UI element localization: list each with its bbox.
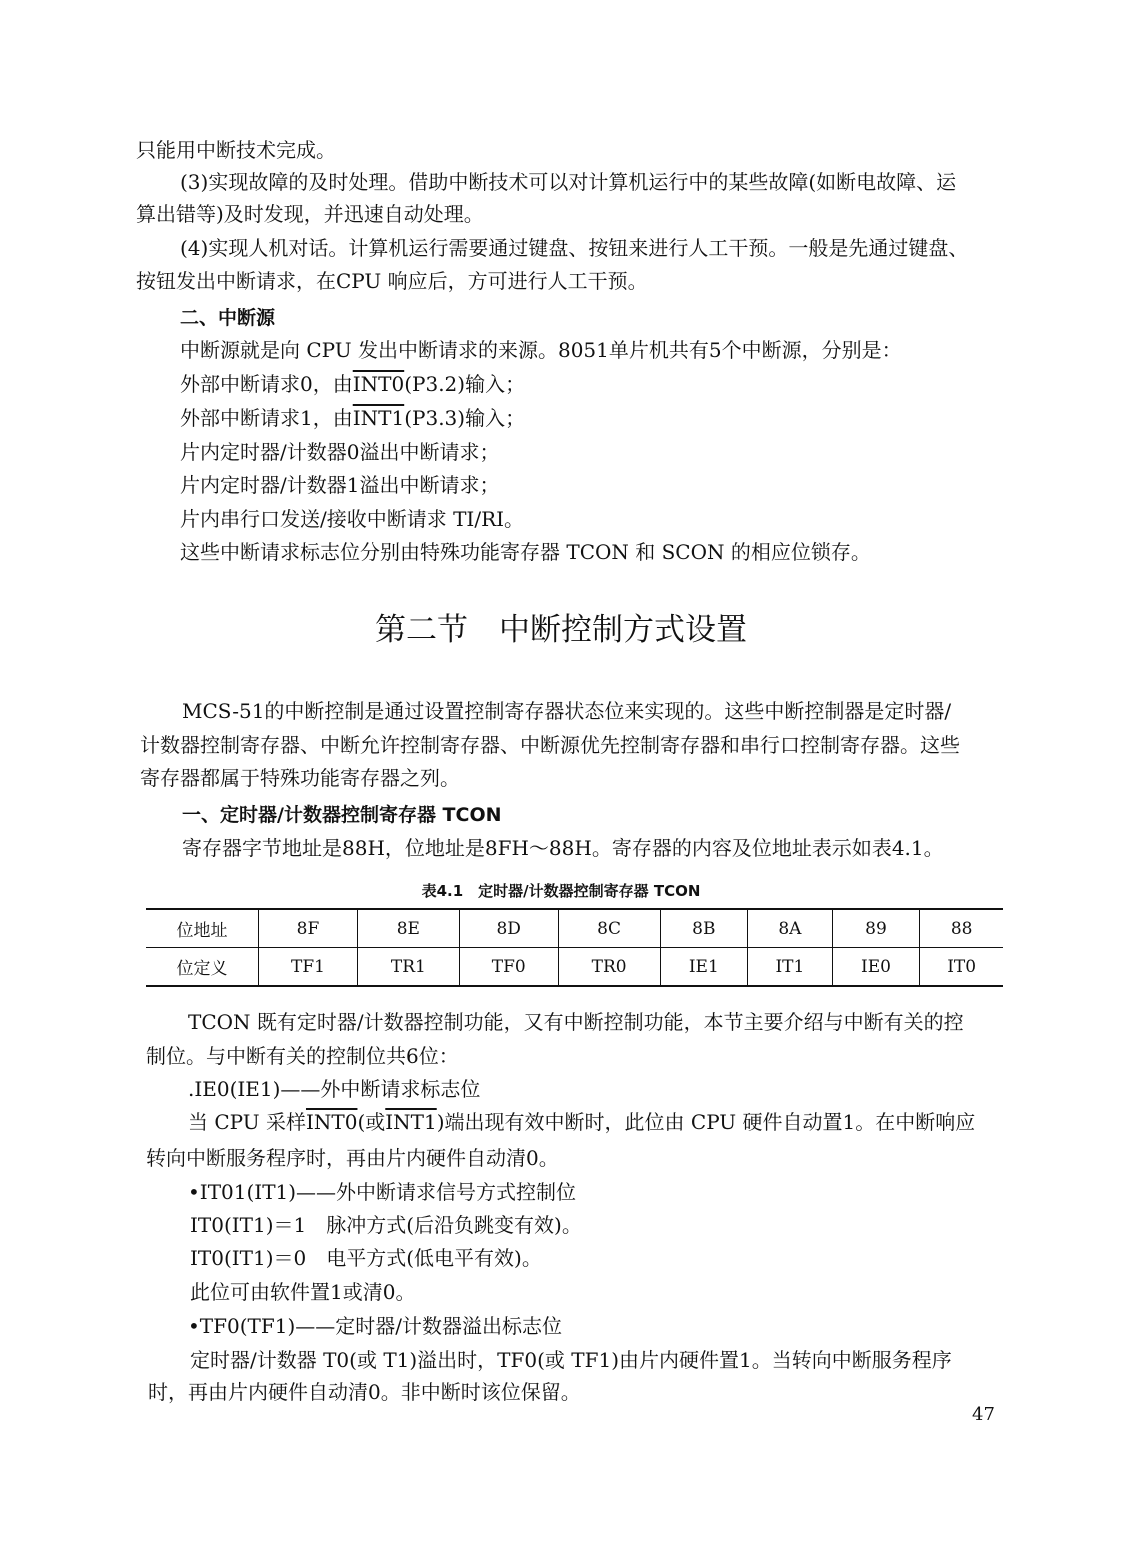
table-cell: 89 — [832, 909, 920, 948]
table-cell: TR0 — [558, 948, 660, 987]
source-item: 外部中断请求1，由INT1(P3.3)输入； — [180, 406, 526, 430]
table-cell: IT0 — [920, 948, 1003, 987]
paragraph-line: 转向中断服务程序时，再由片内硬件自动清0。 — [146, 1146, 559, 1170]
paragraph-line: 寄存器都属于特殊功能寄存器之列。 — [140, 766, 460, 790]
table-cell: IT1 — [748, 948, 833, 987]
source-item: 片内定时器/计数器1溢出中断请求； — [180, 473, 500, 497]
table-row — [146, 948, 1003, 987]
table-cell: 8E — [357, 909, 459, 948]
heading-interrupt-source: 二、中断源 — [180, 307, 276, 329]
paragraph-line: IT0(IT1)＝0 电平方式(低电平有效)。 — [190, 1246, 542, 1270]
table-cell: IE0 — [832, 948, 920, 987]
row-label: 位地址 — [176, 921, 228, 941]
table-cell: TF0 — [459, 948, 558, 987]
paragraph-line: 当 CPU 采样INT0(或INT1)端出现有效中断时，此位由 CPU 硬件自动置1。在中断响应 — [188, 1110, 976, 1134]
table-caption: 表4.1 定时器/计数器控制寄存器 TCON — [421, 882, 701, 900]
paragraph-line: 只能用中断技术完成。 — [136, 138, 336, 162]
source-item: 外部中断请求0，由INT0(P3.2)输入； — [180, 372, 526, 396]
paragraph-line: 定时器/计数器 T0(或 T1)溢出时，TF0(或 TF1)由片内硬件置1。当转向中断服务程序 — [190, 1348, 952, 1372]
table-cell: 8D — [459, 909, 558, 948]
table-cell: 88 — [920, 909, 1003, 948]
paragraph-line: (3)实现故障的及时处理。借助中断技术可以对计算机运行中的某些故障(如断电故障、运 — [180, 170, 957, 194]
tf-heading: •TF0(TF1)——定时器/计数器溢出标志位 — [188, 1314, 563, 1338]
source-item: 片内串行口发送/接收中断请求 TI/RI。 — [180, 507, 525, 531]
table-cell: 8F — [259, 909, 358, 948]
source-intro: 中断源就是向 CPU 发出中断请求的来源。8051单片机共有5个中断源，分别是： — [180, 338, 902, 362]
heading-tcon: 一、定时器/计数器控制寄存器 TCON — [182, 804, 502, 826]
table-cell: IE1 — [660, 948, 748, 987]
paragraph-line: TCON 既有定时器/计数器控制功能，又有中断控制功能，本节主要介绍与中断有关的控 — [188, 1010, 964, 1034]
page-number: 47 — [972, 1404, 995, 1425]
paragraph-line: MCS-51的中断控制是通过设置控制寄存器状态位来实现的。这些中断控制器是定时器/ — [182, 699, 952, 723]
table-cell: TR1 — [357, 948, 459, 987]
table-cell: TF1 — [259, 948, 358, 987]
source-item: 片内定时器/计数器0溢出中断请求； — [180, 440, 500, 464]
source-summary: 这些中断请求标志位分别由特殊功能寄存器 TCON 和 SCON 的相应位锁存。 — [180, 540, 871, 564]
paragraph-line: 计数器控制寄存器、中断允许控制寄存器、中断源优先控制寄存器和串行口控制寄存器。这些 — [140, 733, 960, 757]
table-cell: 8B — [660, 909, 748, 948]
paragraph-line: 算出错等)及时发现，并迅速自动处理。 — [136, 202, 484, 226]
paragraph-line: 此位可由软件置1或清0。 — [190, 1280, 416, 1304]
paragraph-line: 时，再由片内硬件自动清0。非中断时该位保留。 — [148, 1380, 581, 1404]
paragraph-line: 制位。与中断有关的控制位共6位： — [146, 1044, 459, 1068]
tcon-table — [146, 908, 1003, 987]
table-cell: 8A — [748, 909, 833, 948]
paragraph-line: IT0(IT1)＝1 脉冲方式(后沿负跳变有效)。 — [190, 1213, 582, 1237]
table-cell: 8C — [558, 909, 660, 948]
table-row — [146, 909, 1003, 948]
ie-heading: .IE0(IE1)——外中断请求标志位 — [188, 1077, 481, 1101]
row-label: 位定义 — [146, 948, 259, 987]
it-heading: •IT01(IT1)——外中断请求信号方式控制位 — [188, 1180, 577, 1204]
section-title: 第二节 中断控制方式设置 — [375, 612, 747, 648]
paragraph-line: (4)实现人机对话。计算机运行需要通过键盘、按钮来进行人工干预。一般是先通过键盘、 — [180, 236, 969, 260]
tcon-address-text: 寄存器字节地址是88H，位地址是8FH～88H。寄存器的内容及位地址表示如表4.1。 — [182, 836, 944, 860]
paragraph-line: 按钮发出中断请求，在CPU 响应后，方可进行人工干预。 — [136, 269, 648, 293]
